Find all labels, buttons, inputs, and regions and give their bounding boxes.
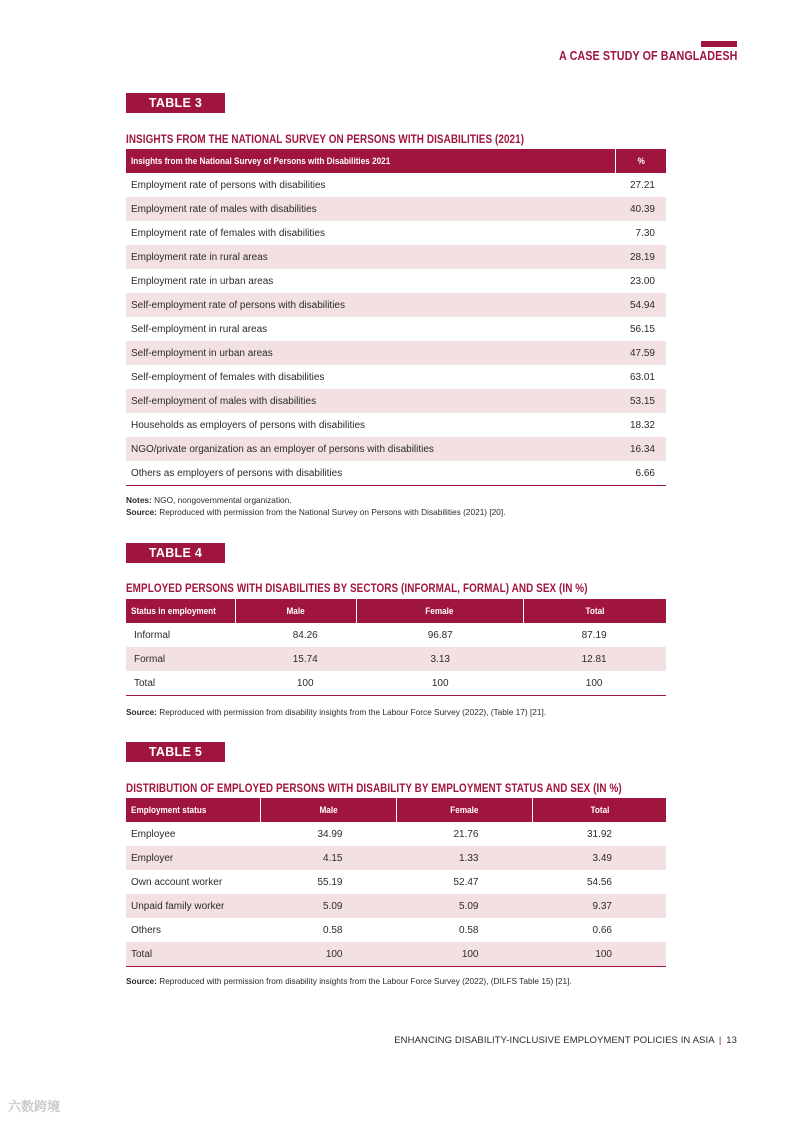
table3 <box>126 149 666 486</box>
table-row <box>126 671 666 696</box>
table-row <box>126 918 666 942</box>
row-label: Informal <box>134 629 171 641</box>
row-value: 40.39 <box>616 197 667 221</box>
table-row <box>126 245 666 269</box>
table3-notes <box>126 495 506 518</box>
row-value: 63.01 <box>629 371 655 383</box>
table-row <box>126 221 666 245</box>
row-male: 0.58 <box>323 924 343 936</box>
row-value: 7.30 <box>635 227 655 239</box>
row-total: 100 <box>523 671 666 696</box>
table4-notes <box>126 707 546 719</box>
page-number: 13 <box>726 1035 737 1046</box>
table4-col-status: Status in employment <box>126 599 235 623</box>
running-header: A CASE STUDY OF BANGLADESH <box>558 49 737 63</box>
row-label: Employment rate in urban areas <box>131 275 274 287</box>
table5-header-row <box>126 798 666 822</box>
table-row <box>126 197 666 221</box>
row-label: Unpaid family worker <box>126 894 261 918</box>
row-label: Others as employers of persons with disabilities <box>126 461 616 486</box>
row-total: 31.92 <box>586 828 612 840</box>
notes-line: Notes: NGO, nongovernmental organization. <box>126 495 292 505</box>
row-female: 5.09 <box>397 894 533 918</box>
row-total: 12.81 <box>523 647 666 671</box>
footer-separator: | <box>718 1035 722 1046</box>
row-total: 100 <box>533 942 667 967</box>
row-value: 28.19 <box>616 245 667 269</box>
row-value: 47.59 <box>616 341 667 365</box>
table-row <box>126 461 666 486</box>
table4-col-total: Total <box>523 599 666 623</box>
table-row <box>126 389 666 413</box>
row-label: Formal <box>126 647 235 671</box>
row-male: 84.26 <box>292 629 318 641</box>
row-value: 54.94 <box>616 293 667 317</box>
footer-title: ENHANCING DISABILITY-INCLUSIVE EMPLOYMENT POLICIES IN ASIA <box>394 1035 715 1046</box>
row-total: 3.49 <box>533 846 667 870</box>
row-total: 87.19 <box>581 629 607 641</box>
table-row <box>126 894 666 918</box>
row-female: 96.87 <box>427 629 453 641</box>
table-row <box>126 437 666 461</box>
row-female: 52.47 <box>453 876 479 888</box>
row-label: Total <box>126 671 235 696</box>
source-line: Source: Reproduced with permission from the National Survey on Persons with Disabilities (2021) [20]. <box>126 506 506 517</box>
row-label: NGO/private organization as an employer of persons with disabilities <box>126 437 616 461</box>
row-label: Self-employment of females with disabilities <box>131 371 325 383</box>
row-label: Employment rate of females with disabilities <box>131 227 325 239</box>
row-female: 0.58 <box>459 924 479 936</box>
row-label: Employer <box>126 846 261 870</box>
header-accent-bar <box>701 41 737 47</box>
table-row <box>126 269 666 293</box>
row-label: Own account worker <box>131 876 223 888</box>
row-value: 23.00 <box>629 275 655 287</box>
table4-badge: TABLE 4 <box>126 543 225 563</box>
row-label: Self-employment in rural areas <box>131 323 268 335</box>
row-label: Self-employment of males with disabilities <box>126 389 616 413</box>
table5 <box>126 798 666 967</box>
table-row <box>126 870 666 894</box>
table5-col-male: Male <box>261 798 397 822</box>
table5-col-total: Total <box>533 798 667 822</box>
table-row <box>126 942 666 967</box>
table4-col-female: Female <box>356 599 523 623</box>
row-female: 1.33 <box>397 846 533 870</box>
table-row <box>126 341 666 365</box>
table4-title: EMPLOYED PERSONS WITH DISABILITIES BY SECTORS (INFORMAL, FORMAL) AND SEX (IN %) <box>126 583 588 595</box>
table5-badge: TABLE 5 <box>126 742 225 762</box>
table5-col-status: Employment status <box>126 798 261 822</box>
row-male: 34.99 <box>317 828 343 840</box>
row-female: 3.13 <box>356 647 523 671</box>
row-label: Employment rate of persons with disabilities <box>131 179 326 191</box>
row-label: Employment rate in rural areas <box>126 245 616 269</box>
table3-badge: TABLE 3 <box>126 93 225 113</box>
row-value: 53.15 <box>616 389 667 413</box>
row-total: 0.66 <box>592 924 612 936</box>
table3-col-insight: Insights from the National Survey of Persons with Disabilities 2021 <box>126 149 616 173</box>
table4-col-male: Male <box>235 599 356 623</box>
row-label: Self-employment in urban areas <box>126 341 616 365</box>
table-row <box>126 317 666 341</box>
table5-col-female: Female <box>397 798 533 822</box>
row-value: 16.34 <box>616 437 667 461</box>
source-line: Source: Reproduced with permission from disability insights from the Labour Force Survey (2022), (DILFS Table 15) [21]. <box>126 976 572 986</box>
table3-col-percent: % <box>616 149 667 173</box>
row-male: 15.74 <box>235 647 356 671</box>
page-footer <box>394 1035 737 1046</box>
row-total: 9.37 <box>533 894 667 918</box>
row-label: Households as employers of persons with disabilities <box>131 419 366 431</box>
row-male: 55.19 <box>317 876 343 888</box>
row-label: Employee <box>131 828 176 840</box>
row-female: 21.76 <box>453 828 479 840</box>
watermark: 六数跨境 <box>8 1099 61 1114</box>
table-row <box>126 365 666 389</box>
row-male: 100 <box>261 942 397 967</box>
table-row <box>126 623 666 647</box>
table5-title: DISTRIBUTION OF EMPLOYED PERSONS WITH DISABILITY BY EMPLOYMENT STATUS AND SEX (IN %) <box>126 783 622 795</box>
table-row <box>126 413 666 437</box>
table3-header-row <box>126 149 666 173</box>
row-female: 100 <box>356 671 523 696</box>
row-male: 100 <box>235 671 356 696</box>
table-row <box>126 647 666 671</box>
table-row <box>126 293 666 317</box>
row-value: 6.66 <box>616 461 667 486</box>
table-row <box>126 822 666 846</box>
row-label: Self-employment rate of persons with disabilities <box>126 293 616 317</box>
source-line: Source: Reproduced with permission from disability insights from the Labour Force Survey (2022), (Table 17) [21]. <box>126 707 547 717</box>
table3-title: INSIGHTS FROM THE NATIONAL SURVEY ON PERSONS WITH DISABILITIES (2021) <box>126 134 525 146</box>
row-total: 54.56 <box>586 876 612 888</box>
row-label: Total <box>126 942 261 967</box>
table4 <box>126 599 666 696</box>
table5-notes <box>126 976 572 988</box>
row-value: 27.21 <box>629 179 655 191</box>
row-value: 18.32 <box>629 419 655 431</box>
table-row <box>126 173 666 197</box>
table-row <box>126 846 666 870</box>
row-male: 5.09 <box>261 894 397 918</box>
table4-header-row <box>126 599 666 623</box>
row-label: Employment rate of males with disabilities <box>126 197 616 221</box>
row-value: 56.15 <box>629 323 655 335</box>
row-label: Others <box>131 924 162 936</box>
row-female: 100 <box>397 942 533 967</box>
row-male: 4.15 <box>261 846 397 870</box>
